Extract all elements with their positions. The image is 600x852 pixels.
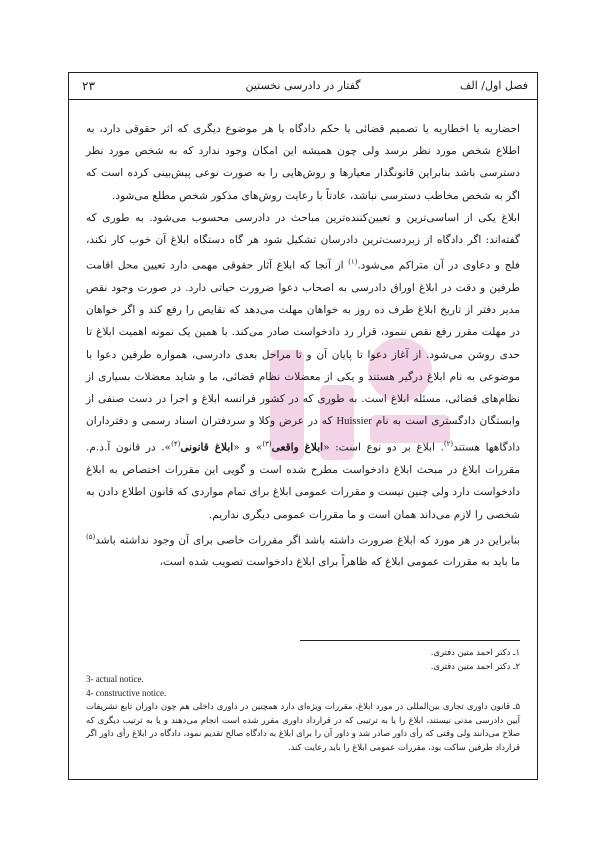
paragraph (86, 526, 520, 574)
page-number: ۲۳ (82, 79, 95, 93)
footnote-5: ۵ـ قانون داوری تجاری بین‌المللی در مورد ابلاغ، مقررات ویژه‌ای دارد همچنین در داوری داخلی هم چون داوران تابع تشریفات آیین دادرسی مدنی نیستند، ابلاغ را یا به ترتیبی که در قرارداد داوری مقرر شده است انجام می‌دهند و یا به ترتیب دیگری که صلاح می‌دانند ولی وقتی که رأی داور صادر شد و داور آن را برای ابلاغ به دادگاه صالح تقدیم نمود، دادگاه در ابلاغ رأی داور اگر قرارداد طرفین ساکت بود، مقررات عمومی ابلاغ را باید رعایت کند. (86, 701, 520, 752)
footnote-ref[interactable]: (۳) (262, 440, 272, 449)
paragraph-text: احضاریه یا اخطاریه یا تصمیم قضائی یا حکم دادگاه یا هر موضوع دیگری که اثر حقوقی دارد، به اطلاع شخص مورد نظر برسد ولی چون همیشه این امکان وجود ندارد که به شخص مورد نظر دسترسی باشد بنابراین قانونگذار معیارها و روش‌هایی را به صورت نوعی پیش‌بینی کرده است که اگر به شخص مخاطب دسترسی نباشد، عادتاً با رعایت روش‌های مذکور شخص مطلع می‌شود. (86, 123, 520, 202)
paragraph-text: ما باید به مقررات عمومی ابلاغ که ظاهراً برای ابلاغ دادخواست تصویب شده است، (159, 556, 520, 569)
footnote-ref[interactable]: (۵) (86, 532, 96, 541)
footnote-4: 4- constructive notice. (86, 687, 167, 698)
bold-term: ابلاغ واقعی (271, 441, 324, 454)
bold-term: ابلاغ قانونی (180, 441, 234, 454)
paragraph (86, 118, 520, 207)
paragraph-text: بنابراین در هر مورد که ابلاغ ضرورت داشته باشد اگر مقررات خاصی برای آن وجود نداشته باشد (95, 534, 520, 547)
paragraph-text: از آنجا که ابلاغ آثار حقوقی مهمی دارد تعیین محل اقامت طرفین و دقت در ابلاغ اوراق دادرسی به اصحاب دعوا ضرورت حیاتی دارد. در صورت وجود نقص مدیر دفتر از تاریخ ابلاغ طرف ده روز به خواهان مهلت می‌دهد که نقایص را رفع کند و اگر خواهان در مهلت مقرر رفع نقص ننمود، قرار رد دادخواست صادر می‌کند. با همین یک نمونه اهمیت ابلاغ تا حدی روشن می‌شود. از آغاز دعوا تا پایان آن و تا مراحل بعدی دادرسی، همواره طرفین دعوا با موضوعی به نام ابلاغ درگیر هستند و یکی از معضلات نظام قضائی، ما و شاید معضلات بسیاری از نظام‌های قضائی، مسئله ابلاغ است. به طوری که در کشور فرانسه ابلاغ و اجرا در دست صنفی از وابستگان دادگستری است به نام (86, 259, 520, 428)
footnote-divider (300, 640, 520, 641)
footnote-2: ۲ـ دکتر احمد متین دفتری. (430, 660, 520, 671)
paragraph-text: ». در قانون آ.د.م. مقررات ابلاغ در مبحث ابلاغ دادخواست مطرح شده است و گویی این مقررات اختصاص به ابلاغ دادخواست دارد ولی چنین نیست و مقررات عمومی ابلاغ برای تمام مواردی که قانون اطلاع دادن به شخصی را لازم می‌داند همان است و ما مقررات عمومی دیگری نداریم. (86, 441, 520, 521)
footnote-ref[interactable]: (۴) (171, 440, 181, 449)
paragraph-text: » و « (233, 441, 263, 454)
footnote-1: ۱ـ دکتر احمد متین دفتری. (430, 647, 520, 657)
chapter-title: گفتار در دادرسی نخستین (245, 79, 361, 92)
chapter-label: فصل اول/ الف (460, 79, 528, 92)
paragraph-text: که در عرض وکلا و سردفتران اسناد رسمی و دفترداران دادگاهها هستند (86, 415, 520, 454)
paragraph-text: ابلاغ یکی از اساسی‌ترین و تعیین‌کننده‌ترین مباحث در دادرسی محسوب می‌شود. به طوری که گفته‌اند: اگر دادگاه از زبردست‌ترین دادرسان تشکیل شود هر گاه دستگاه ابلاغ آن خوب کار نکند، فلج و دعاوی در آن متراکم می‌شود. (86, 211, 520, 272)
paragraph-text: . ابلاغ بر دو نوع است: « (323, 441, 444, 454)
footnotes (86, 646, 520, 754)
footnote-ref[interactable]: (۱) (348, 258, 358, 267)
paragraph (86, 207, 520, 526)
main-text (86, 118, 520, 574)
latin-term: Huissier (336, 416, 372, 428)
footnote-ref[interactable]: (۲) (443, 440, 454, 449)
running-head (68, 72, 538, 100)
footnote-3: 3- actual notice. (86, 674, 144, 684)
